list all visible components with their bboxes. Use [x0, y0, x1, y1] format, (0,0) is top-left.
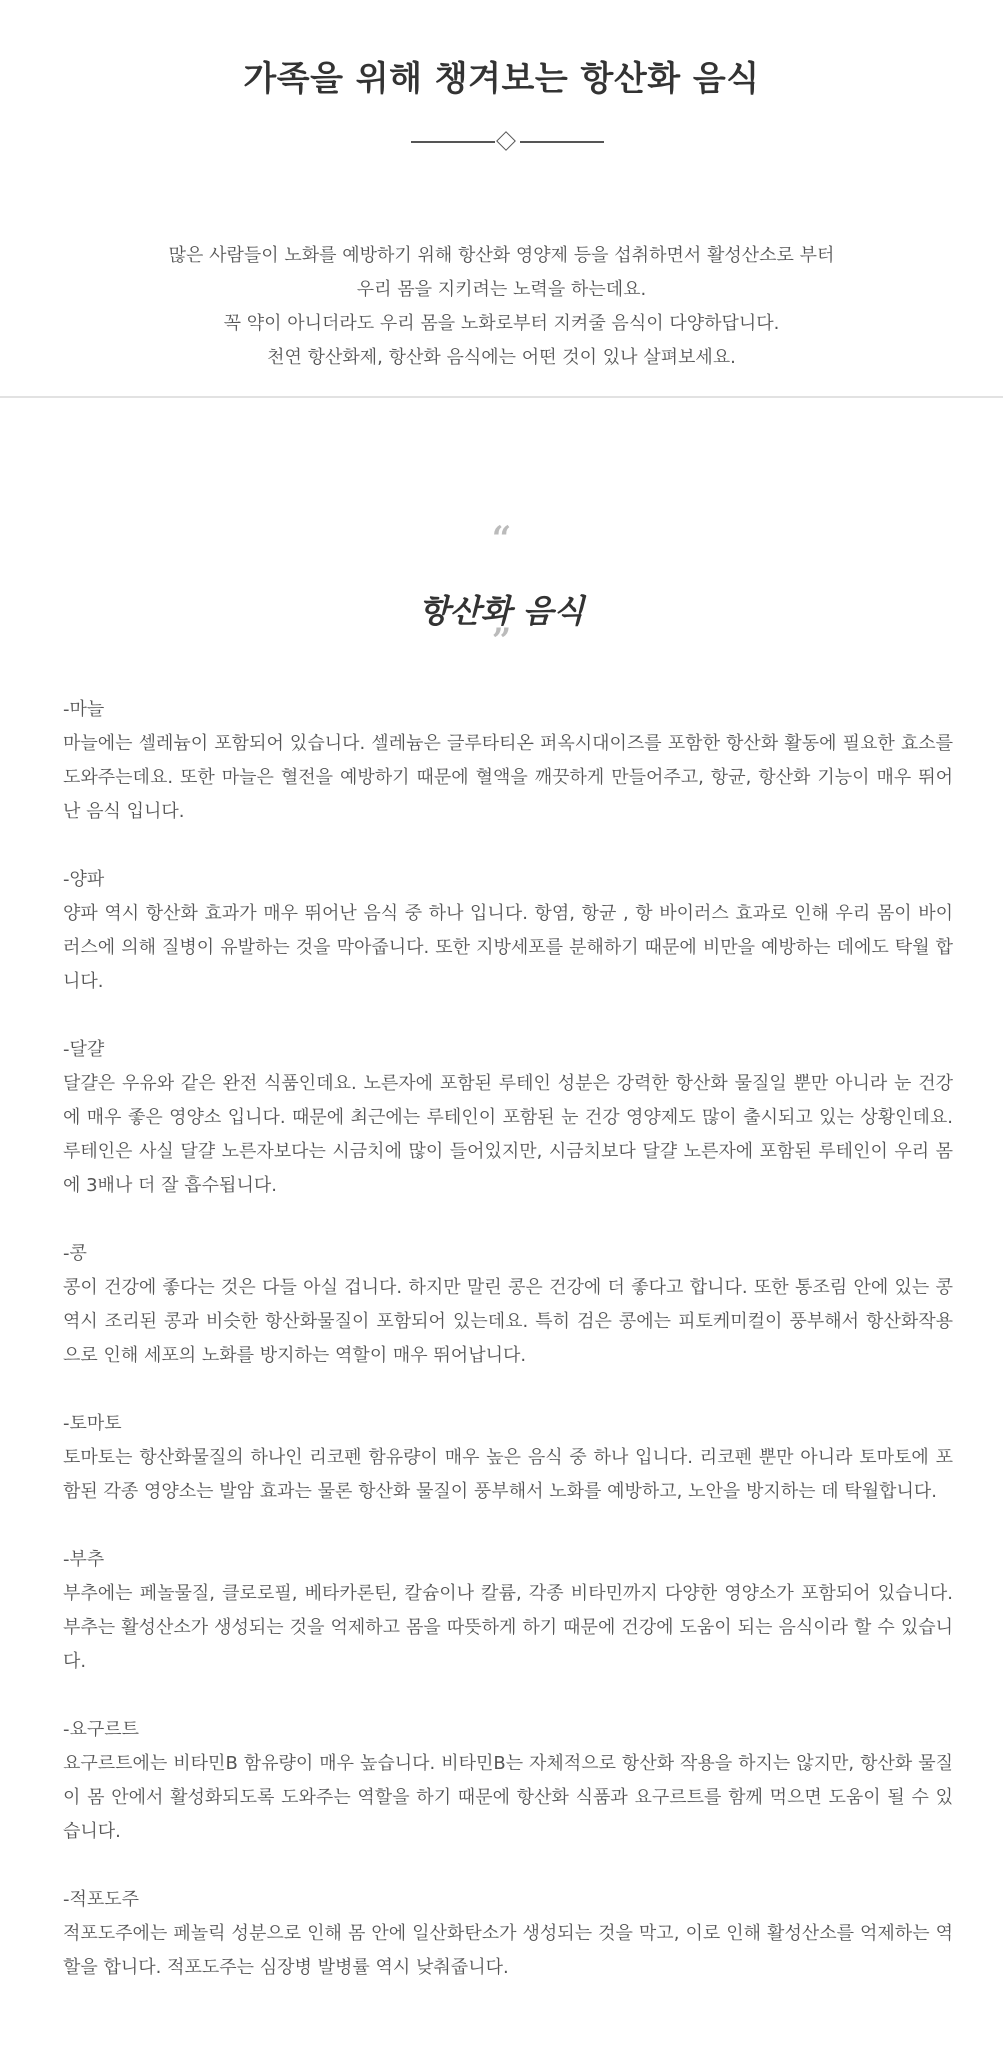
- intro-line: 천연 항산화제, 항산화 음식에는 어떤 것이 있나 살펴보세요.: [267, 347, 736, 368]
- food-name: -콩: [63, 1243, 87, 1264]
- food-description: 토마토는 항산화물질의 하나인 리코펜 함유량이 매우 높은 음식 중 하나 입니다. 리코펜 뿐만 아니라 토마토에 포함된 각종 영양소는 발암 효과는 물론 항산화 물질이 풍부해서 노화를 예방하고, 노안을 방지하는 데 탁월합니다.: [63, 1447, 953, 1502]
- food-list: [63, 693, 953, 2019]
- food-item-chive: [63, 1543, 953, 1679]
- intro-line: 꼭 약이 아니더라도 우리 몸을 노화로부터 지켜줄 음식이 다양하답니다.: [223, 313, 780, 334]
- close-quote-icon: ”: [491, 621, 512, 661]
- food-description: 콩이 건강에 좋다는 것은 다들 아실 겁니다. 하지만 말린 콩은 건강에 더 좋다고 합니다. 또한 통조림 안에 있는 콩 역시 조리된 콩과 비슷한 항산화물질이 포함되어 있는데요. 특히 검은 콩에는 피토케미컬이 풍부해서 항산화작용으로 인해 세포의 노화를 방지하는 역할이 매우 뛰어납니다.: [63, 1277, 953, 1366]
- divider-line-right: [520, 141, 604, 143]
- page-title: 가족을 위해 챙겨보는 항산화 음식: [243, 58, 760, 99]
- title-divider: [411, 131, 604, 153]
- food-item-tomato: [63, 1407, 953, 1509]
- divider-line-left: [411, 141, 495, 143]
- food-name: -토마토: [63, 1413, 122, 1434]
- food-name: -양파: [63, 869, 105, 890]
- food-item-red-wine: [63, 1883, 953, 1985]
- food-name: -요구르트: [63, 1719, 140, 1740]
- food-item-garlic: [63, 693, 953, 829]
- food-description: 달걀은 우유와 같은 완전 식품인데요. 노른자에 포함된 루테인 성분은 강력한 항산화 물질일 뿐만 아니라 눈 건강에 매우 좋은 영양소 입니다. 때문에 최근에는 루테인이 포함된 눈 건강 영양제도 많이 출시되고 있는 상황인데요. 루테인은 사실 달걀 노른자보다는 시금치에 많이 들어있지만, 시금치보다 달걀 노른자에 포함된 루테인이 우리 몸에 3배나 더 잘 흡수됩니다.: [63, 1073, 953, 1196]
- intro-line: 우리 몸을 지키려는 노력을 하는데요.: [356, 279, 647, 300]
- food-item-egg: [63, 1033, 953, 1203]
- open-quote-icon: “: [491, 519, 512, 559]
- food-name: -마늘: [63, 699, 105, 720]
- food-item-bean: [63, 1237, 953, 1373]
- food-name: -달걀: [63, 1039, 105, 1060]
- food-description: 적포도주에는 페놀릭 성분으로 인해 몸 안에 일산화탄소가 생성되는 것을 막고, 이로 인해 활성산소를 억제하는 역할을 합니다. 적포도주는 심장병 발병률 역시 낮춰줍니다.: [63, 1923, 953, 1978]
- food-description: 부추에는 페놀물질, 클로로필, 베타카론틴, 칼슘이나 칼륨, 각종 비타민까지 다양한 영양소가 포함되어 있습니다. 부추는 활성산소가 생성되는 것을 억제하고 몸을 따뜻하게 하기 때문에 건강에 도움이 되는 음식이라 할 수 있습니다.: [63, 1583, 953, 1672]
- food-name: -적포도주: [63, 1889, 140, 1910]
- food-description: 마늘에는 셀레늄이 포함되어 있습니다. 셀레늄은 글루타티온 퍼옥시대이즈를 포함한 항산화 활동에 필요한 효소를 도와주는데요. 또한 마늘은 혈전을 예방하기 때문에 혈액을 깨끗하게 만들어주고, 항균, 항산화 기능이 매우 뛰어난 음식 입니다.: [63, 733, 953, 822]
- food-item-yogurt: [63, 1713, 953, 1849]
- intro-line: 많은 사람들이 노화를 예방하기 위해 항산화 영양제 등을 섭취하면서 활성산소로 부터: [168, 245, 835, 266]
- food-description: 양파 역시 항산화 효과가 매우 뛰어난 음식 중 하나 입니다. 항염, 항균 , 항 바이러스 효과로 인해 우리 몸이 바이러스에 의해 질병이 유발하는 것을 막아줍니다. 또한 지방세포를 분해하기 때문에 비만을 예방하는 데에도 탁월 합니다.: [63, 903, 953, 992]
- food-name: -부추: [63, 1549, 105, 1570]
- intro-text: [0, 239, 1003, 375]
- food-item-onion: [63, 863, 953, 999]
- section-title: 항산화 음식: [418, 591, 585, 630]
- section-divider: [0, 396, 1003, 398]
- food-description: 요구르트에는 비타민B 함유량이 매우 높습니다. 비타민B는 자체적으로 항산화 작용을 하지는 않지만, 항산화 물질이 몸 안에서 활성화되도록 도와주는 역할을 하기 때문에 항산화 식품과 요구르트를 함께 먹으면 도움이 될 수 있습니다.: [63, 1753, 953, 1842]
- diamond-icon: [496, 131, 516, 151]
